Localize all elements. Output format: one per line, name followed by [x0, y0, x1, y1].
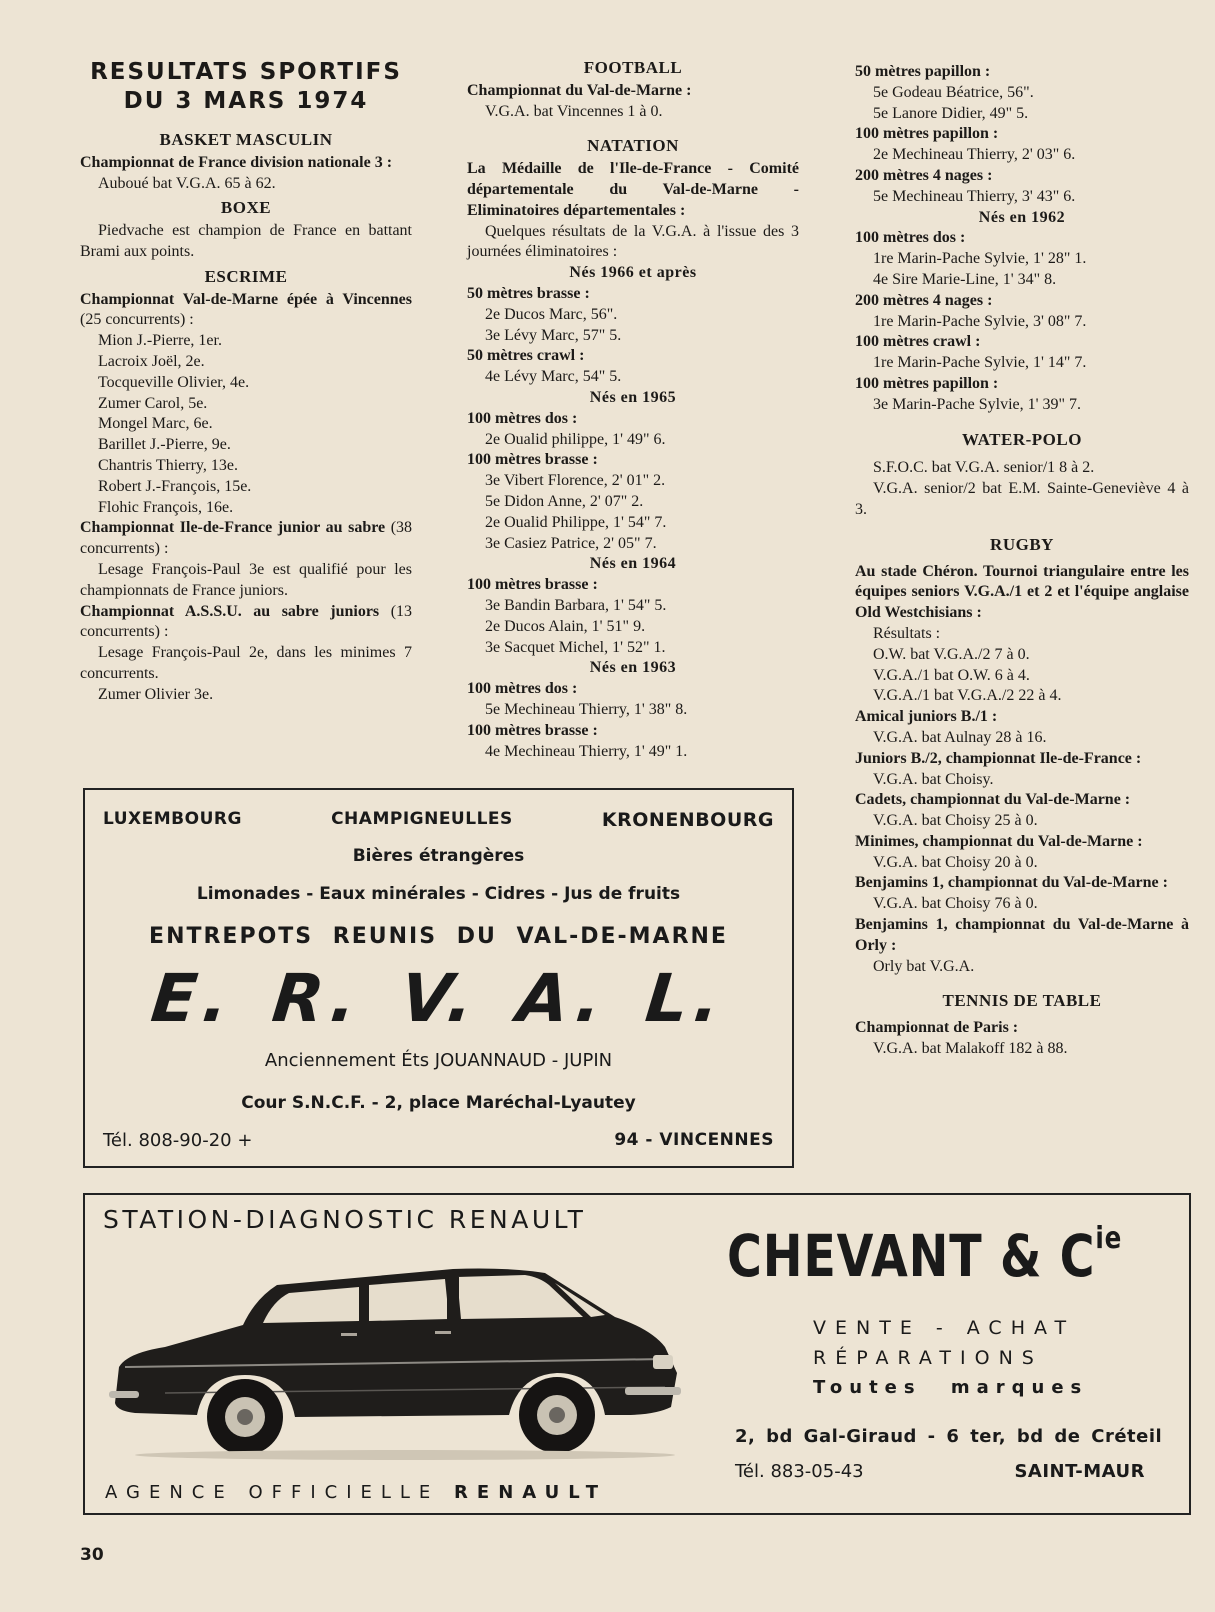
rugby-heading: RUGBY: [990, 534, 1054, 554]
event-name: 100 mètres dos :: [467, 680, 578, 698]
escrime-comp-3: Championnat A.S.S.U. au sabre juniors (13 concurrents) :: [80, 602, 413, 641]
escrime-result: Mion J.-Pierre, 1er.: [98, 332, 222, 350]
escrime-comp-3-text: Lesage François-Paul 2e, dans les minimes 7 concurrents.: [80, 644, 412, 682]
rugby-resultats-label: Résultats :: [873, 624, 941, 642]
nes-heading: Nés en 1962: [978, 208, 1066, 226]
event-name: 200 mètres 4 nages :: [855, 166, 993, 184]
boxe-heading: BOXE: [220, 198, 272, 218]
rugby-result: Orly bat V.G.A.: [873, 957, 975, 975]
ad-line-limonades: Limonades - Eaux minérales - Cidres - Jus de fruits: [196, 884, 681, 904]
event-result: 2e Oualid philippe, 1' 49" 6.: [485, 430, 666, 448]
ad-telephone: Tél. 808-90-20 +: [103, 1130, 253, 1151]
event-result: 1re Marin-Pache Sylvie, 1' 14" 7.: [873, 354, 1087, 372]
football-heading: FOOTBALL: [583, 58, 683, 77]
event-name: 100 mètres papillon :: [855, 125, 999, 143]
ad-line-bieres: Bières étrangères: [352, 846, 525, 866]
escrime-result: Barillet J.-Pierre, 9e.: [98, 436, 231, 454]
rugby-comp: Benjamins 1, championnat du Val-de-Marne à Orly :: [855, 916, 1189, 954]
ad-line-anciennement: Anciennement Éts JOUANNAUD - JUPIN: [264, 1050, 613, 1071]
basket-competition: Championnat de France division nationale 3 :: [80, 153, 393, 171]
event-name: 100 mètres crawl :: [855, 333, 981, 351]
escrime-result: Lacroix Joël, 2e.: [98, 352, 205, 370]
event-result: 3e Lévy Marc, 57" 5.: [485, 326, 622, 344]
chevant-title: CHEVANT & $C^{ie}$: [727, 1221, 1123, 1290]
natation-competition: La Médaille de l'Ile-de-France - Comité départementale du Val-de-Marne - Eliminatoires départementales :: [467, 160, 799, 219]
agence-officielle: AGENCE OFFICIELLE RENAULT: [105, 1482, 608, 1503]
brand-champigneulles: CHAMPIGNEULLES: [331, 809, 513, 829]
rugby-result: V.G.A./1 bat O.W. 6 à 4.: [873, 666, 1030, 684]
column-3: [855, 62, 1189, 1060]
rugby-comp: Minimes, championnat du Val-de-Marne :: [855, 832, 1143, 850]
nes-heading: Nés en 1963: [589, 659, 677, 677]
boxe-text: Piedvache est champion de France en battant Brami aux points.: [80, 222, 412, 260]
waterpolo-result: S.F.O.C. bat V.G.A. senior/1 8 à 2.: [873, 459, 1095, 477]
event-result: 5e Didon Anne, 2' 07" 2.: [485, 492, 644, 510]
escrime-result: Robert J.-François, 15e.: [98, 477, 252, 495]
rugby-intro: Au stade Chéron. Tournoi triangulaire entre les équipes seniors V.G.A./1 et 2 et l'équipe anglaise Old Westchisians :: [855, 562, 1189, 622]
rugby-comp: Cadets, championnat du Val-de-Marne :: [855, 791, 1131, 809]
event-result: 5e Godeau Béatrice, 56".: [873, 83, 1034, 101]
brand-kronenbourg: KRONENBOURG: [601, 809, 774, 831]
rugby-result: O.W. bat V.G.A./2 7 à 0.: [873, 645, 1030, 663]
natation-intro: Quelques résultats de la V.G.A. à l'issue des 3 journées éliminatoires :: [467, 222, 799, 261]
escrime-result: Flohic François, 16e.: [98, 498, 234, 516]
tennis-heading: TENNIS DE TABLE: [942, 991, 1102, 1011]
escrime-result: Zumer Carol, 5e.: [98, 394, 208, 412]
event-name: 100 mètres brasse :: [467, 576, 598, 594]
waterpolo-heading: WATER-POLO: [962, 429, 1082, 449]
event-name: 100 mètres dos :: [467, 409, 578, 427]
event-result: 4e Mechineau Thierry, 1' 49" 1.: [485, 742, 688, 760]
event-result: 1re Marin-Pache Sylvie, 3' 08" 7.: [873, 312, 1087, 330]
contact-row: [103, 1130, 774, 1151]
nes-heading: Nés en 1964: [589, 555, 677, 573]
article-title: RESULTATS SPORTIFS DU 3 MARS 1974: [90, 59, 402, 114]
event-name: 100 mètres papillon :: [855, 374, 999, 392]
football-competition: Championnat du Val-de-Marne :: [467, 81, 692, 99]
ad-city: 94 - VINCENNES: [614, 1130, 774, 1150]
event-result: 4e Lévy Marc, 54" 5.: [485, 368, 622, 386]
column-2: [467, 58, 799, 762]
event-result: 3e Casiez Patrice, 2' 05" 7.: [485, 534, 657, 552]
renault-car-illustration: [105, 1255, 695, 1465]
event-result: 1re Marin-Pache Sylvie, 1' 28" 1.: [873, 250, 1087, 268]
event-result: 2e Ducos Alain, 1' 51" 9.: [485, 617, 646, 635]
event-result: 3e Marin-Pache Sylvie, 1' 39" 7.: [873, 395, 1082, 413]
rugby-result: V.G.A. bat Choisy 20 à 0.: [873, 853, 1038, 871]
rugby-result: V.G.A. bat Choisy 25 à 0.: [873, 812, 1038, 830]
escrime-result: Mongel Marc, 6e.: [98, 415, 213, 433]
rugby-result: V.G.A. bat Choisy 76 à 0.: [873, 895, 1038, 913]
event-name: 200 mètres 4 nages :: [855, 291, 993, 309]
football-result: V.G.A. bat Vincennes 1 à 0.: [485, 102, 663, 120]
ad-line-entrepots: ENTREPOTS REUNIS DU VAL-DE-MARNE: [149, 924, 728, 949]
event-result: 5e Mechineau Thierry, 3' 43" 6.: [873, 187, 1076, 205]
station-diagnostic-title: STATION-DIAGNOSTIC RENAULT: [103, 1205, 587, 1234]
escrime-comp-3-last: Zumer Olivier 3e.: [98, 685, 214, 703]
tennis-result: V.G.A. bat Malakoff 182 à 88.: [873, 1040, 1068, 1058]
rugby-comp: Amical juniors B./1 :: [855, 708, 998, 726]
event-name: 50 mètres papillon :: [855, 63, 991, 80]
vente-achat: VENTE - ACHAT: [813, 1317, 1076, 1339]
waterpolo-result: V.G.A. senior/2 bat E.M. Sainte-Geneviève 4 à 3.: [855, 480, 1189, 518]
event-name: 100 mètres brasse :: [467, 451, 598, 469]
rugby-result: V.G.A./1 bat V.G.A./2 22 à 4.: [873, 687, 1062, 705]
chevant-city: SAINT-MAUR: [1014, 1461, 1145, 1482]
chevant-renault-advertisement: [83, 1193, 1191, 1515]
event-name: 50 mètres crawl :: [467, 347, 585, 365]
tennis-competition: Championnat de Paris :: [855, 1019, 1019, 1037]
escrime-comp-1: Championnat Val-de-Marne épée à Vincennes (25 concurrents) :: [80, 290, 412, 329]
event-name: 100 mètres dos :: [855, 229, 966, 247]
event-result: 3e Vibert Florence, 2' 01" 2.: [485, 472, 666, 490]
natation-heading: NATATION: [587, 136, 679, 156]
erval-logo: E. R. V. A. L.: [147, 960, 730, 1037]
event-result: 5e Lanore Didier, 49" 5.: [873, 104, 1029, 122]
column-1: [80, 58, 412, 706]
escrime-result: Tocqueville Olivier, 4e.: [98, 373, 250, 391]
event-result: 2e Mechineau Thierry, 2' 03" 6.: [873, 146, 1076, 164]
event-name: 100 mètres brasse :: [467, 721, 598, 739]
rugby-result: V.G.A. bat Aulnay 28 à 16.: [873, 728, 1047, 746]
chevant-address: 2, bd Gal-Giraud - 6 ter, bd de Créteil: [735, 1426, 1163, 1447]
ad-line-address: Cour S.N.C.F. - 2, place Maréchal-Lyautey: [241, 1093, 636, 1113]
toutes-marques: Toutes marques: [813, 1377, 1089, 1398]
event-result: 2e Ducos Marc, 56".: [485, 305, 618, 323]
erval-advertisement: [83, 788, 794, 1168]
rugby-result: V.G.A. bat Choisy.: [873, 770, 994, 788]
event-result: 4e Sire Marie-Line, 1' 34" 8.: [873, 270, 1057, 288]
nes-heading: Nés 1966 et après: [569, 264, 697, 282]
event-name: 50 mètres brasse :: [467, 284, 590, 302]
rugby-comp: Juniors B./2, championnat Ile-de-France :: [855, 749, 1142, 767]
chevant-telephone: Tél. 883-05-43: [735, 1461, 864, 1482]
event-result: 3e Bandin Barbara, 1' 54" 5.: [485, 596, 667, 614]
rugby-comp: Benjamins 1, championnat du Val-de-Marne :: [855, 874, 1168, 892]
reparations: RÉPARATIONS: [813, 1347, 1043, 1369]
escrime-comp-2-text: Lesage François-Paul 3e est qualifié pour les championnats de France juniors.: [80, 560, 412, 599]
basket-result: Auboué bat V.G.A. 65 à 62.: [98, 174, 276, 192]
page-number: 30: [80, 1545, 104, 1565]
basket-heading: BASKET MASCULIN: [159, 130, 333, 149]
nes-heading: Nés en 1965: [589, 388, 677, 406]
escrime-heading: ESCRIME: [204, 266, 288, 286]
escrime-comp-2: Championnat Ile-de-France junior au sabre (38 concurrents) :: [80, 519, 413, 558]
escrime-result: Chantris Thierry, 13e.: [98, 456, 238, 474]
event-result: 5e Mechineau Thierry, 1' 38" 8.: [485, 700, 688, 718]
event-result: 2e Oualid Philippe, 1' 54" 7.: [485, 513, 667, 531]
event-result: 3e Sacquet Michel, 1' 52" 1.: [485, 638, 666, 656]
brand-row: [103, 809, 774, 831]
brand-luxembourg: LUXEMBOURG: [103, 809, 242, 829]
